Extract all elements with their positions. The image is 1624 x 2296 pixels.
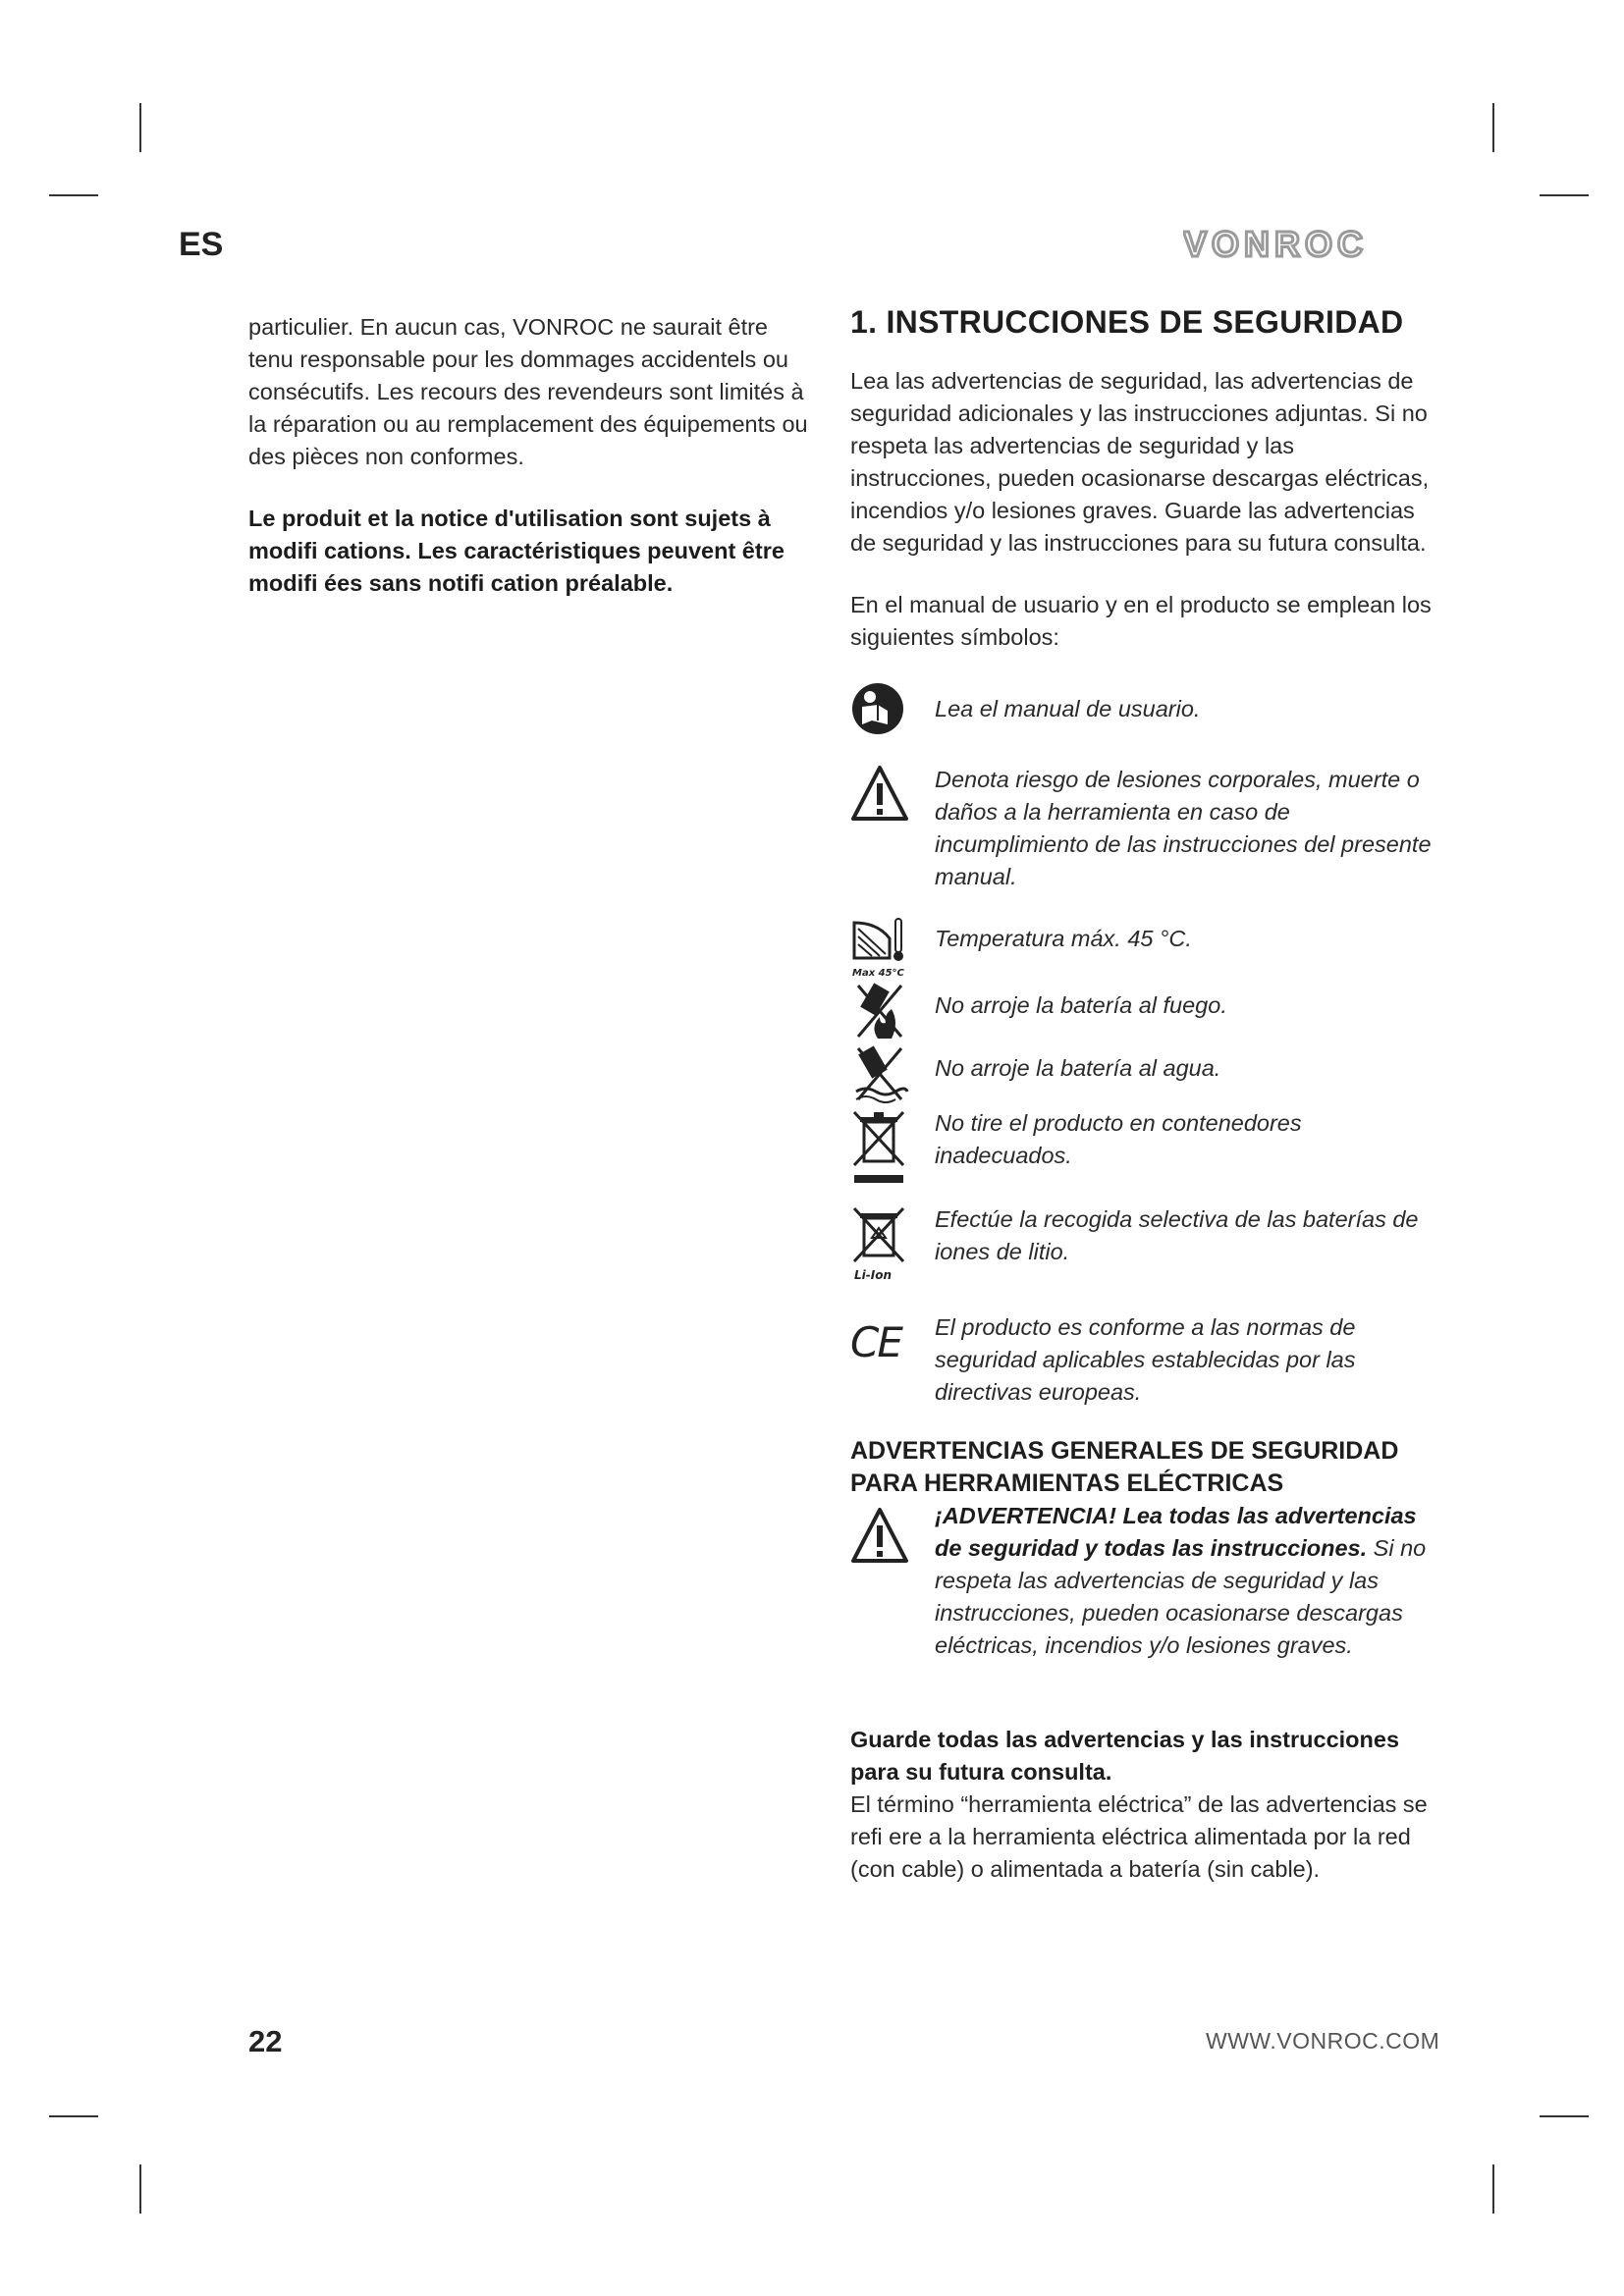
symbol-row-ce — [850, 1311, 1439, 1410]
symbols-intro: En el manual de usuario y en el producto se emplean los siguientes símbolos: — [850, 592, 1432, 650]
subsection-title: ADVERTENCIAS GENERALES DE SEGURIDAD PARA HERRAMIENTAS ELÉCTRICAS — [850, 1437, 1399, 1497]
crop-mark — [1540, 2115, 1589, 2117]
website-url: WWW.VONROC.COM — [1206, 2028, 1440, 2054]
svg-text:Li-Ion: Li-Ion — [854, 1268, 892, 1282]
crop-mark — [1540, 194, 1589, 196]
general-warning-text: Si no respeta las advertencias de seguridad y las instrucciones, pueden ocasionarse descargas eléctricas, incendios y/o lesiones graves. — [935, 1535, 1427, 1658]
general-warning — [850, 1500, 1439, 1694]
symbol-text: Lea el manual de usuario. — [935, 696, 1201, 721]
symbol-row-fire — [850, 980, 1439, 1035]
symbol-text: El producto es conforme a las normas de seguridad aplicables establecidas por las directivas europeas. — [935, 1314, 1356, 1405]
symbol-text: No arroje la batería al agua. — [935, 1055, 1221, 1081]
li-ion-recycling-icon — [850, 1203, 909, 1284]
svg-text:VONROC: VONROC — [1183, 226, 1369, 261]
symbol-text: No arroje la batería al fuego. — [935, 992, 1227, 1018]
symbol-text: Efectúe la recogida selectiva de las baterías de iones de litio. — [935, 1206, 1419, 1264]
temperature-max-icon — [850, 915, 909, 978]
no-water-battery-icon — [850, 1042, 909, 1105]
symbol-row-water — [850, 1042, 1439, 1097]
crop-mark — [139, 103, 141, 152]
symbol-row-bin — [850, 1107, 1439, 1194]
language-code: ES — [179, 226, 224, 263]
svg-text:Max 45°C: Max 45°C — [852, 968, 904, 978]
crop-mark — [139, 2164, 141, 2214]
brand-logo — [1183, 226, 1419, 261]
safety-intro: Lea las advertencias de seguridad, las advertencias de seguridad adicionales y las instrucciones adjuntas. Si no respeta las advertencias de seguridad y las instrucciones, pueden ocasionarse descargas eléctricas, incendios y/o lesiones graves. Guarde las advertencias de seguridad y las instrucciones para su futura consulta. — [850, 368, 1430, 556]
warning-triangle-icon — [850, 1506, 909, 1569]
symbol-row-warning — [850, 764, 1439, 893]
keep-instructions: Guarde todas las advertencias y las instrucciones para su futura consulta. — [850, 1727, 1400, 1785]
general-warning-bold: ¡ADVERTENCIA! Lea todas las advertencias de seguridad y todas las instrucciones. — [935, 1503, 1417, 1561]
read-manual-icon — [850, 681, 909, 744]
symbol-row-manual — [850, 681, 1439, 742]
power-tool-definition: El término “herramienta eléctrica” de las advertencias se refi ere a la herramienta eléctrica alimentada por la red (con cable) o alimentada a batería (sin cable). — [850, 1791, 1428, 1882]
ce-mark-icon — [850, 1311, 909, 1374]
crop-mark — [1492, 2164, 1494, 2214]
modification-notice: Le produit et la notice d'utilisation sont sujets à modifi cations. Les caractéristiques peuvent être modifi ées sans notifi cation préalable. — [248, 506, 785, 596]
crossed-bin-icon — [850, 1107, 909, 1188]
crop-mark — [49, 2115, 98, 2117]
symbol-text: Denota riesgo de lesiones corporales, muerte o daños a la herramienta en caso de incumplimiento de las instrucciones del presente manual. — [935, 767, 1432, 889]
symbol-text: Temperatura máx. 45 °C. — [935, 926, 1192, 951]
crop-mark — [1492, 103, 1494, 152]
crop-mark — [49, 194, 98, 196]
page-number: 22 — [248, 2024, 283, 2058]
warning-triangle-icon — [850, 764, 909, 827]
svg-text:CE: CE — [850, 1318, 901, 1366]
warranty-paragraph: particulier. En aucun cas, VONROC ne saurait être tenu responsable pour les dommages accidentels ou consécutifs. Les recours des revendeurs sont limités à la réparation ou au remplacement des équipements ou des pièces non conformes. — [248, 314, 808, 469]
symbol-row-temperature — [850, 915, 1439, 978]
right-column — [850, 304, 1439, 1886]
symbol-row-liion — [850, 1203, 1439, 1290]
section-title: 1. INSTRUCCIONES DE SEGURIDAD — [850, 304, 1404, 340]
symbol-text: No tire el producto en contenedores inadecuados. — [935, 1110, 1302, 1168]
left-column — [248, 311, 813, 600]
no-fire-battery-icon — [850, 980, 909, 1042]
